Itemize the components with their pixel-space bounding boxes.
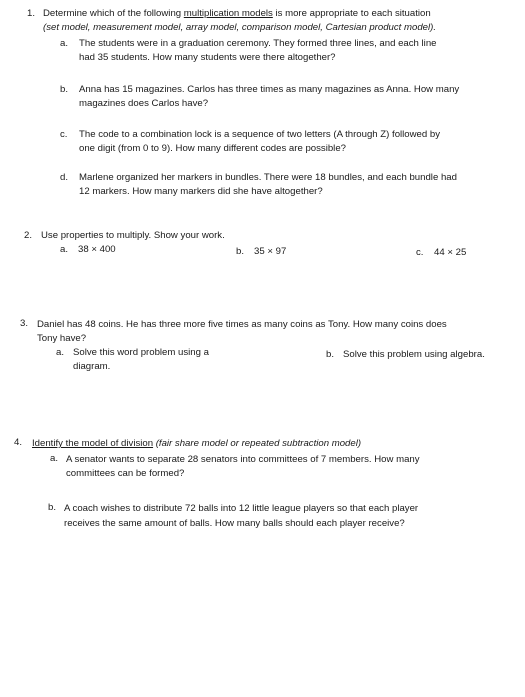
question-3-line1: Daniel has 48 coins. He has three more five times as many coins as Tony. How many coins does [37, 319, 447, 330]
question-2a-expression: 38 × 400 [78, 244, 116, 255]
question-1b-line1: Anna has 15 magazines. Carlos has three times as many magazines as Anna. How many [79, 84, 460, 95]
question-3-number: 3. [20, 318, 29, 329]
question-1d-line1: Marlene organized her markers in bundles. There were 18 bundles, and each bundle had [79, 172, 457, 183]
question-1b-label: b. [60, 84, 69, 95]
question-2-number: 2. [24, 230, 33, 241]
question-2a-label: a. [60, 244, 69, 255]
question-1a-line1: The students were in a graduation ceremony. They formed three lines, and each line [79, 38, 437, 49]
question-4a-line2: committees can be formed? [66, 468, 185, 479]
question-2c-expression: 44 × 25 [434, 247, 467, 258]
question-2b-expression: 35 × 97 [254, 246, 287, 257]
question-2b-label: b. [236, 246, 245, 257]
question-1a-line2: had 35 students. How many students were there altogether? [79, 52, 336, 63]
question-3b-line1: Solve this problem using algebra. [343, 349, 485, 360]
question-1c-label: c. [60, 129, 68, 140]
question-1-prompt: Determine which of the following multiplication models is more appropriate to each situation [43, 8, 431, 19]
question-1a-label: a. [60, 38, 69, 49]
question-1b-line2: magazines does Carlos have? [79, 98, 209, 109]
multiplication-models-term: multiplication models [183, 8, 273, 19]
question-1d-line2: 12 markers. How many markers did she have altogether? [79, 186, 323, 197]
question-4b-line1: A coach wishes to distribute 72 balls into 12 little league players so that each player [64, 503, 419, 514]
question-4a-line1: A senator wants to separate 28 senators into committees of 7 members. How many [66, 454, 420, 465]
question-3a-line2: diagram. [73, 361, 111, 372]
question-1c-line2: one digit (from 0 to 9). How many different codes are possible? [79, 143, 346, 154]
question-3a-label: a. [56, 347, 65, 358]
question-2c-label: c. [416, 247, 424, 258]
question-3a-line1: Solve this word problem using a [73, 347, 209, 358]
question-1d-label: d. [60, 172, 69, 183]
question-1c-line1: The code to a combination lock is a sequence of two letters (A through Z) followed by [79, 129, 441, 140]
question-2-prompt: Use properties to multiply. Show your work. [41, 230, 225, 241]
question-4a-label: a. [50, 453, 59, 464]
question-3-line2: Tony have? [37, 333, 87, 344]
question-4b-line2: receives the same amount of balls. How many balls should each player receive? [64, 518, 405, 529]
question-4-prompt [32, 438, 361, 450]
question-3b-label: b. [326, 349, 335, 360]
division-models-list: (fair share model or repeated subtraction model) [155, 438, 362, 449]
question-1-number: 1. [27, 8, 36, 19]
question-4-number: 4. [14, 437, 23, 448]
identify-division-model-term: Identify the model of division [32, 438, 154, 449]
question-4b-label: b. [48, 502, 57, 513]
question-1-models-list: (set model, measurement model, array model, comparison model, Cartesian product model). [43, 22, 436, 33]
